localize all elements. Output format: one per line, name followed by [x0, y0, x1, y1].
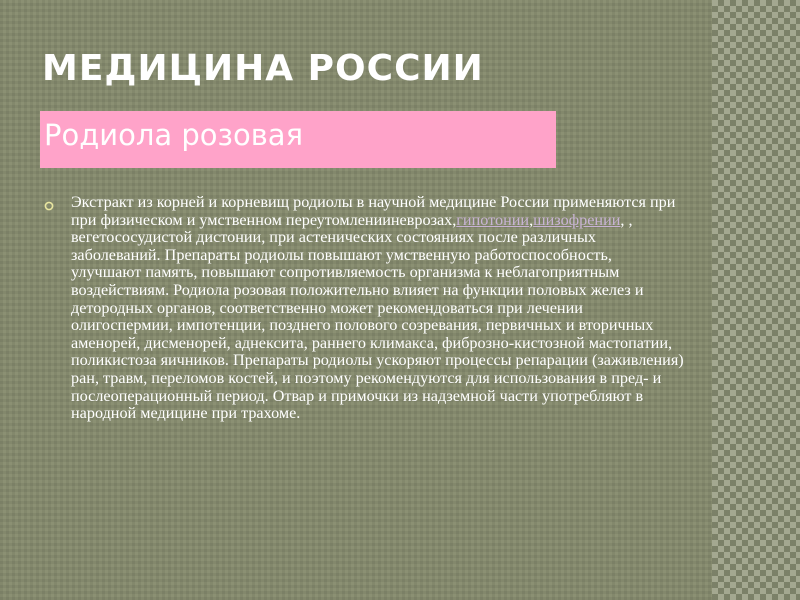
subtitle-banner [40, 111, 556, 168]
link-separator: , [529, 210, 534, 229]
bullet-text [71, 194, 684, 423]
decorative-side-strip [712, 0, 800, 600]
bullet-list-item [44, 194, 684, 423]
hypotension-link[interactable]: гипотонии [456, 210, 530, 229]
ring-bullet-icon [44, 198, 54, 208]
schizophrenia-link[interactable]: шизофрении [533, 210, 621, 229]
body-text-rest: , , вегетососудистой дистонии, при астенических состояниях после различных заболеваний. Препараты родиолы повышают умственную работоспособность, улучшают память, повышают сопротивляемость организма к неблагоприятным воздействиям. Родиола розовая положительно влияет на функции половых желез и детородных органов, соответственно может рекомендоваться при лечении олигоспермии, импотенции, позднего полового созревания, первичных и вторичных аменорей, дисменорей, аднексита, раннего климакса, фиброзно-кистозной мастопатии, поликистоза яичников. Препараты родиолы ускоряют процессы репарации (заживления) ран, травм, переломов костей, и поэтому рекомендуются для использования в пред- и послеоперационный период. Отвар и примочки из надземной части употребляют в народной медицине при трахоме. [71, 210, 684, 423]
slide-title: МЕДИЦИНА РОССИИ [42, 48, 484, 89]
body-text-start: Экстракт из корней и корневищ родиолы в научной медицине России применяются при при физическом и умственном переутомленииневрозах, [71, 193, 676, 229]
subtitle-text: Родиола розовая [44, 118, 304, 152]
